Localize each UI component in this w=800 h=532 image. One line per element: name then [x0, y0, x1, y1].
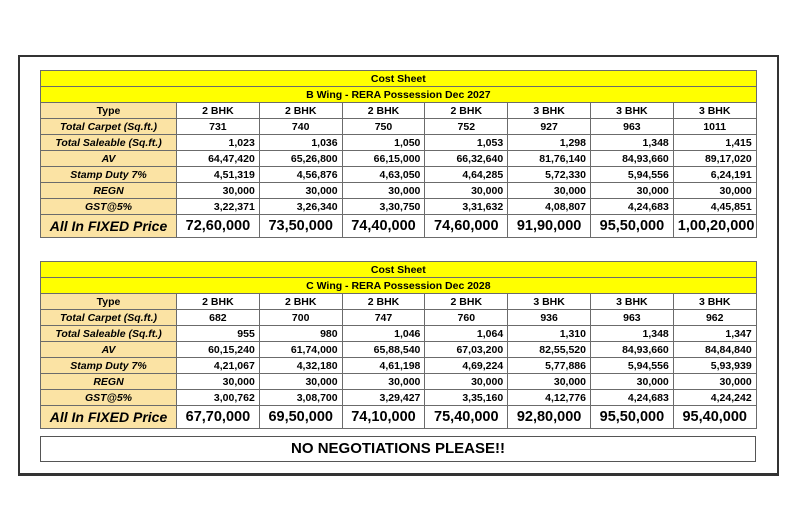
cell-carpet: 760 — [425, 310, 508, 326]
cell-carpet: 750 — [342, 119, 425, 135]
cell-stamp: 4,61,198 — [342, 358, 425, 374]
cell-regn: 30,000 — [673, 374, 756, 390]
cell-saleable: 1,064 — [425, 326, 508, 342]
cell-stamp: 5,93,939 — [673, 358, 756, 374]
cell-regn: 30,000 — [508, 183, 591, 199]
cell-carpet: 682 — [177, 310, 260, 326]
cell-av: 67,03,200 — [425, 342, 508, 358]
row-type — [41, 294, 757, 310]
row-label: Type — [41, 103, 177, 119]
cell-carpet: 740 — [259, 119, 342, 135]
cell-av: 84,84,840 — [673, 342, 756, 358]
cell-av: 61,74,000 — [259, 342, 342, 358]
cell-saleable: 1,415 — [673, 135, 756, 151]
cell-gst: 3,30,750 — [342, 199, 425, 215]
cell-av: 84,93,660 — [590, 342, 673, 358]
cell-gst: 4,24,242 — [673, 390, 756, 406]
cost-sheet-c-wing — [40, 261, 757, 429]
cell-price: 91,90,000 — [508, 215, 591, 238]
cell-carpet: 731 — [177, 119, 260, 135]
cell-type: 2 BHK — [259, 103, 342, 119]
cell-saleable: 1,036 — [259, 135, 342, 151]
cell-stamp: 5,77,886 — [508, 358, 591, 374]
cell-saleable: 1,348 — [590, 135, 673, 151]
cell-price: 72,60,000 — [177, 215, 260, 238]
cell-type: 2 BHK — [342, 103, 425, 119]
no-negotiations-banner: NO NEGOTIATIONS PLEASE!! — [40, 436, 756, 462]
cell-regn: 30,000 — [177, 374, 260, 390]
cell-gst: 4,12,776 — [508, 390, 591, 406]
row-stamp-duty — [41, 167, 757, 183]
row-type — [41, 103, 757, 119]
sheet-title: Cost Sheet — [41, 71, 757, 87]
cell-saleable: 1,046 — [342, 326, 425, 342]
cell-carpet: 963 — [590, 119, 673, 135]
cell-saleable: 955 — [177, 326, 260, 342]
row-label: REGN — [41, 183, 177, 199]
cell-regn: 30,000 — [259, 374, 342, 390]
cell-carpet: 1011 — [673, 119, 756, 135]
row-label: GST@5% — [41, 199, 177, 215]
cell-carpet: 963 — [590, 310, 673, 326]
cell-type: 2 BHK — [425, 294, 508, 310]
cell-saleable: 1,050 — [342, 135, 425, 151]
cell-gst: 3,00,762 — [177, 390, 260, 406]
cell-regn: 30,000 — [673, 183, 756, 199]
cell-carpet: 747 — [342, 310, 425, 326]
cell-regn: 30,000 — [342, 374, 425, 390]
subtitle-row — [41, 87, 757, 103]
row-label: GST@5% — [41, 390, 177, 406]
cell-regn: 30,000 — [177, 183, 260, 199]
cell-type: 3 BHK — [508, 103, 591, 119]
cell-type: 2 BHK — [177, 103, 260, 119]
sheet-subtitle: B Wing - RERA Possession Dec 2027 — [41, 87, 757, 103]
cell-gst: 4,08,807 — [508, 199, 591, 215]
cell-type: 2 BHK — [259, 294, 342, 310]
cost-sheet-b-wing — [40, 70, 757, 238]
cell-saleable: 1,023 — [177, 135, 260, 151]
cell-regn: 30,000 — [259, 183, 342, 199]
cell-gst: 3,29,427 — [342, 390, 425, 406]
row-label: Stamp Duty 7% — [41, 167, 177, 183]
cell-price: 74,60,000 — [425, 215, 508, 238]
cell-stamp: 4,69,224 — [425, 358, 508, 374]
row-label: All In FIXED Price — [41, 215, 177, 238]
cell-carpet: 936 — [508, 310, 591, 326]
cell-price: 95,50,000 — [590, 406, 673, 429]
cell-type: 3 BHK — [590, 294, 673, 310]
row-total-carpet — [41, 310, 757, 326]
cell-price: 69,50,000 — [259, 406, 342, 429]
cell-type: 2 BHK — [177, 294, 260, 310]
cell-av: 65,88,540 — [342, 342, 425, 358]
cell-gst: 3,08,700 — [259, 390, 342, 406]
cell-stamp: 4,51,319 — [177, 167, 260, 183]
cell-stamp: 5,94,556 — [590, 167, 673, 183]
cell-stamp: 4,63,050 — [342, 167, 425, 183]
cell-saleable: 1,310 — [508, 326, 591, 342]
cell-stamp: 4,64,285 — [425, 167, 508, 183]
cell-regn: 30,000 — [425, 183, 508, 199]
row-gst — [41, 199, 757, 215]
cell-type: 2 BHK — [425, 103, 508, 119]
row-total-carpet — [41, 119, 757, 135]
row-av — [41, 342, 757, 358]
row-label: All In FIXED Price — [41, 406, 177, 429]
cell-price: 95,50,000 — [590, 215, 673, 238]
cell-stamp: 6,24,191 — [673, 167, 756, 183]
cell-av: 84,93,660 — [590, 151, 673, 167]
cell-price: 92,80,000 — [508, 406, 591, 429]
cell-gst: 3,26,340 — [259, 199, 342, 215]
cell-type: 2 BHK — [342, 294, 425, 310]
cell-price: 67,70,000 — [177, 406, 260, 429]
row-regn — [41, 183, 757, 199]
cell-av: 65,26,800 — [259, 151, 342, 167]
cell-type: 3 BHK — [673, 103, 756, 119]
title-row — [41, 71, 757, 87]
row-label: AV — [41, 342, 177, 358]
cell-gst: 3,35,160 — [425, 390, 508, 406]
row-label: Total Saleable (Sq.ft.) — [41, 135, 177, 151]
cell-carpet: 927 — [508, 119, 591, 135]
cell-type: 3 BHK — [673, 294, 756, 310]
cell-stamp: 4,21,067 — [177, 358, 260, 374]
row-stamp-duty — [41, 358, 757, 374]
cell-av: 66,32,640 — [425, 151, 508, 167]
cell-saleable: 1,348 — [590, 326, 673, 342]
row-regn — [41, 374, 757, 390]
cell-gst: 4,24,683 — [590, 199, 673, 215]
cell-regn: 30,000 — [342, 183, 425, 199]
cell-stamp: 5,94,556 — [590, 358, 673, 374]
row-label: Total Saleable (Sq.ft.) — [41, 326, 177, 342]
cell-av: 89,17,020 — [673, 151, 756, 167]
row-label: Total Carpet (Sq.ft.) — [41, 310, 177, 326]
cell-saleable: 1,053 — [425, 135, 508, 151]
cell-stamp: 4,32,180 — [259, 358, 342, 374]
row-label: Stamp Duty 7% — [41, 358, 177, 374]
cell-gst: 3,22,371 — [177, 199, 260, 215]
sheet-subtitle: C Wing - RERA Possession Dec 2028 — [41, 278, 757, 294]
cell-stamp: 5,72,330 — [508, 167, 591, 183]
cell-gst: 4,45,851 — [673, 199, 756, 215]
cell-stamp: 4,56,876 — [259, 167, 342, 183]
row-all-in-price — [41, 406, 757, 429]
row-gst — [41, 390, 757, 406]
row-total-saleable — [41, 135, 757, 151]
cell-carpet: 752 — [425, 119, 508, 135]
row-label: Type — [41, 294, 177, 310]
cell-av: 60,15,240 — [177, 342, 260, 358]
row-label: Total Carpet (Sq.ft.) — [41, 119, 177, 135]
cell-type: 3 BHK — [508, 294, 591, 310]
cell-price: 74,10,000 — [342, 406, 425, 429]
cell-carpet: 962 — [673, 310, 756, 326]
subtitle-row — [41, 278, 757, 294]
cell-av: 82,55,520 — [508, 342, 591, 358]
row-all-in-price — [41, 215, 757, 238]
row-av — [41, 151, 757, 167]
row-label: AV — [41, 151, 177, 167]
row-total-saleable — [41, 326, 757, 342]
cell-price: 73,50,000 — [259, 215, 342, 238]
cell-av: 81,76,140 — [508, 151, 591, 167]
cell-price: 1,00,20,000 — [673, 215, 756, 238]
cell-regn: 30,000 — [590, 183, 673, 199]
cell-gst: 3,31,632 — [425, 199, 508, 215]
title-row — [41, 262, 757, 278]
cell-saleable: 1,298 — [508, 135, 591, 151]
cell-carpet: 700 — [259, 310, 342, 326]
cell-av: 64,47,420 — [177, 151, 260, 167]
cell-saleable: 980 — [259, 326, 342, 342]
cell-price: 75,40,000 — [425, 406, 508, 429]
sheet-title: Cost Sheet — [41, 262, 757, 278]
cell-regn: 30,000 — [425, 374, 508, 390]
cell-gst: 4,24,683 — [590, 390, 673, 406]
cell-regn: 30,000 — [508, 374, 591, 390]
cell-price: 74,40,000 — [342, 215, 425, 238]
cell-type: 3 BHK — [590, 103, 673, 119]
cell-price: 95,40,000 — [673, 406, 756, 429]
cell-saleable: 1,347 — [673, 326, 756, 342]
cell-regn: 30,000 — [590, 374, 673, 390]
cell-av: 66,15,000 — [342, 151, 425, 167]
row-label: REGN — [41, 374, 177, 390]
